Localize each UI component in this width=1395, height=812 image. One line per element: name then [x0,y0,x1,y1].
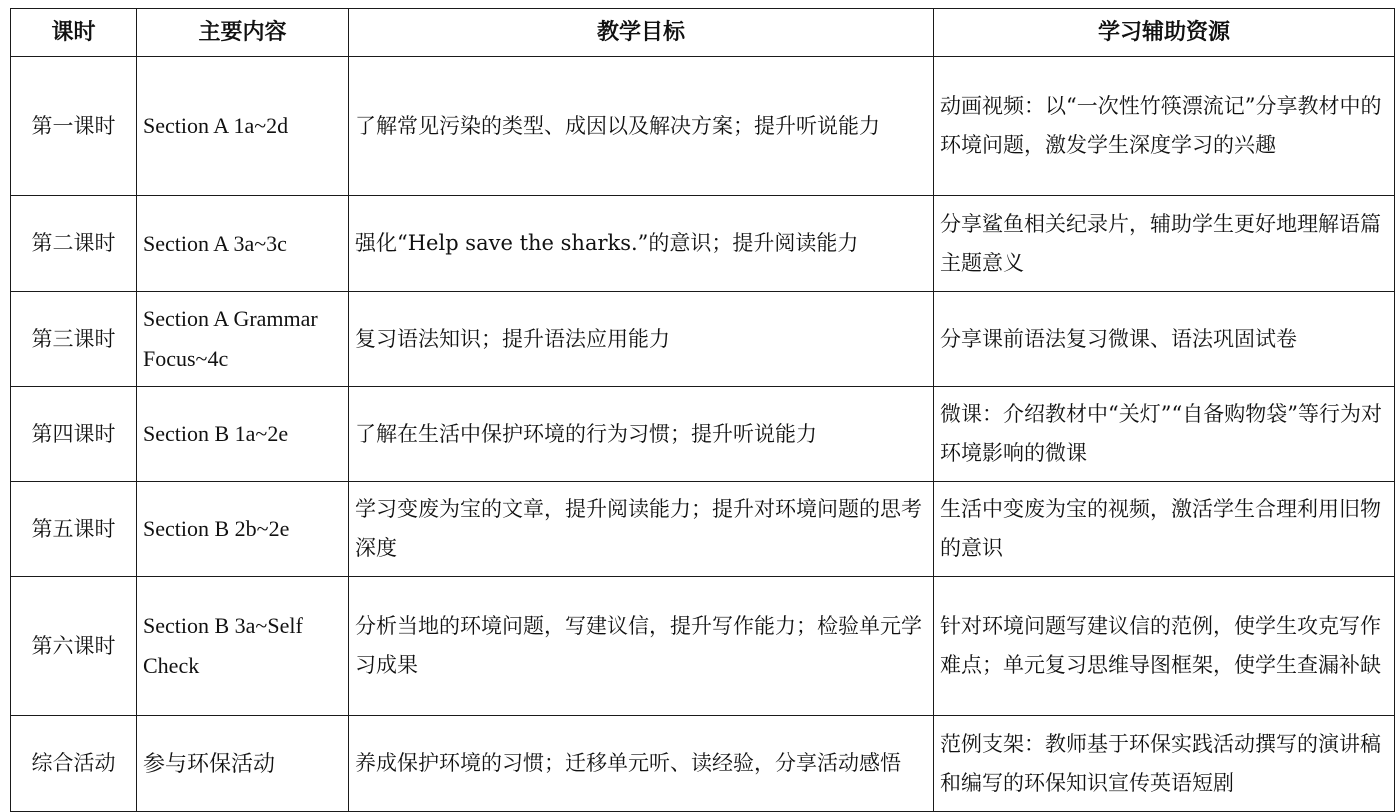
cell-resource: 分享课前语法复习微课、语法巩固试卷 [934,292,1395,387]
cell-resource: 针对环境问题写建议信的范例，使学生攻克写作难点；单元复习思维导图框架，使学生查漏补缺 [934,577,1395,716]
cell-goal: 了解在生活中保护环境的行为习惯；提升听说能力 [349,387,934,482]
header-row [11,9,1395,57]
cell-period: 第四课时 [11,387,137,482]
cell-content: Section B 2b~2e [137,482,349,577]
cell-goal: 学习变废为宝的文章，提升阅读能力；提升对环境问题的思考深度 [349,482,934,577]
table-row [11,716,1395,812]
cell-resource: 生活中变废为宝的视频，激活学生合理利用旧物的意识 [934,482,1395,577]
header-goal: 教学目标 [349,9,934,57]
cell-content: Section B 3a~Self Check [137,577,349,716]
cell-content: Section A 1a~2d [137,57,349,196]
table-row [11,292,1395,387]
header-period: 课时 [11,9,137,57]
cell-goal: 复习语法知识；提升语法应用能力 [349,292,934,387]
cell-content: 参与环保活动 [137,716,349,812]
cell-resource: 动画视频：以“一次性竹筷漂流记”分享教材中的环境问题，激发学生深度学习的兴趣 [934,57,1395,196]
cell-goal: 分析当地的环境问题，写建议信，提升写作能力；检验单元学习成果 [349,577,934,716]
cell-goal: 养成保护环境的习惯；迁移单元听、读经验，分享活动感悟 [349,716,934,812]
lesson-plan-table [10,8,1395,812]
header-resource: 学习辅助资源 [934,9,1395,57]
table-row [11,196,1395,292]
header-content: 主要内容 [137,9,349,57]
cell-period: 第一课时 [11,57,137,196]
cell-resource: 分享鲨鱼相关纪录片，辅助学生更好地理解语篇主题意义 [934,196,1395,292]
cell-goal: 强化“Help save the sharks.”的意识；提升阅读能力 [349,196,934,292]
cell-resource: 微课：介绍教材中“关灯”“自备购物袋”等行为对环境影响的微课 [934,387,1395,482]
cell-content: Section A Grammar Focus~4c [137,292,349,387]
cell-period: 第六课时 [11,577,137,716]
table-row [11,57,1395,196]
cell-content: Section B 1a~2e [137,387,349,482]
cell-content: Section A 3a~3c [137,196,349,292]
cell-goal: 了解常见污染的类型、成因以及解决方案；提升听说能力 [349,57,934,196]
cell-period: 第五课时 [11,482,137,577]
cell-period: 综合活动 [11,716,137,812]
cell-period: 第三课时 [11,292,137,387]
table-row [11,387,1395,482]
cell-resource: 范例支架：教师基于环保实践活动撰写的演讲稿和编写的环保知识宣传英语短剧 [934,716,1395,812]
table-row [11,577,1395,716]
table-row [11,482,1395,577]
cell-period: 第二课时 [11,196,137,292]
